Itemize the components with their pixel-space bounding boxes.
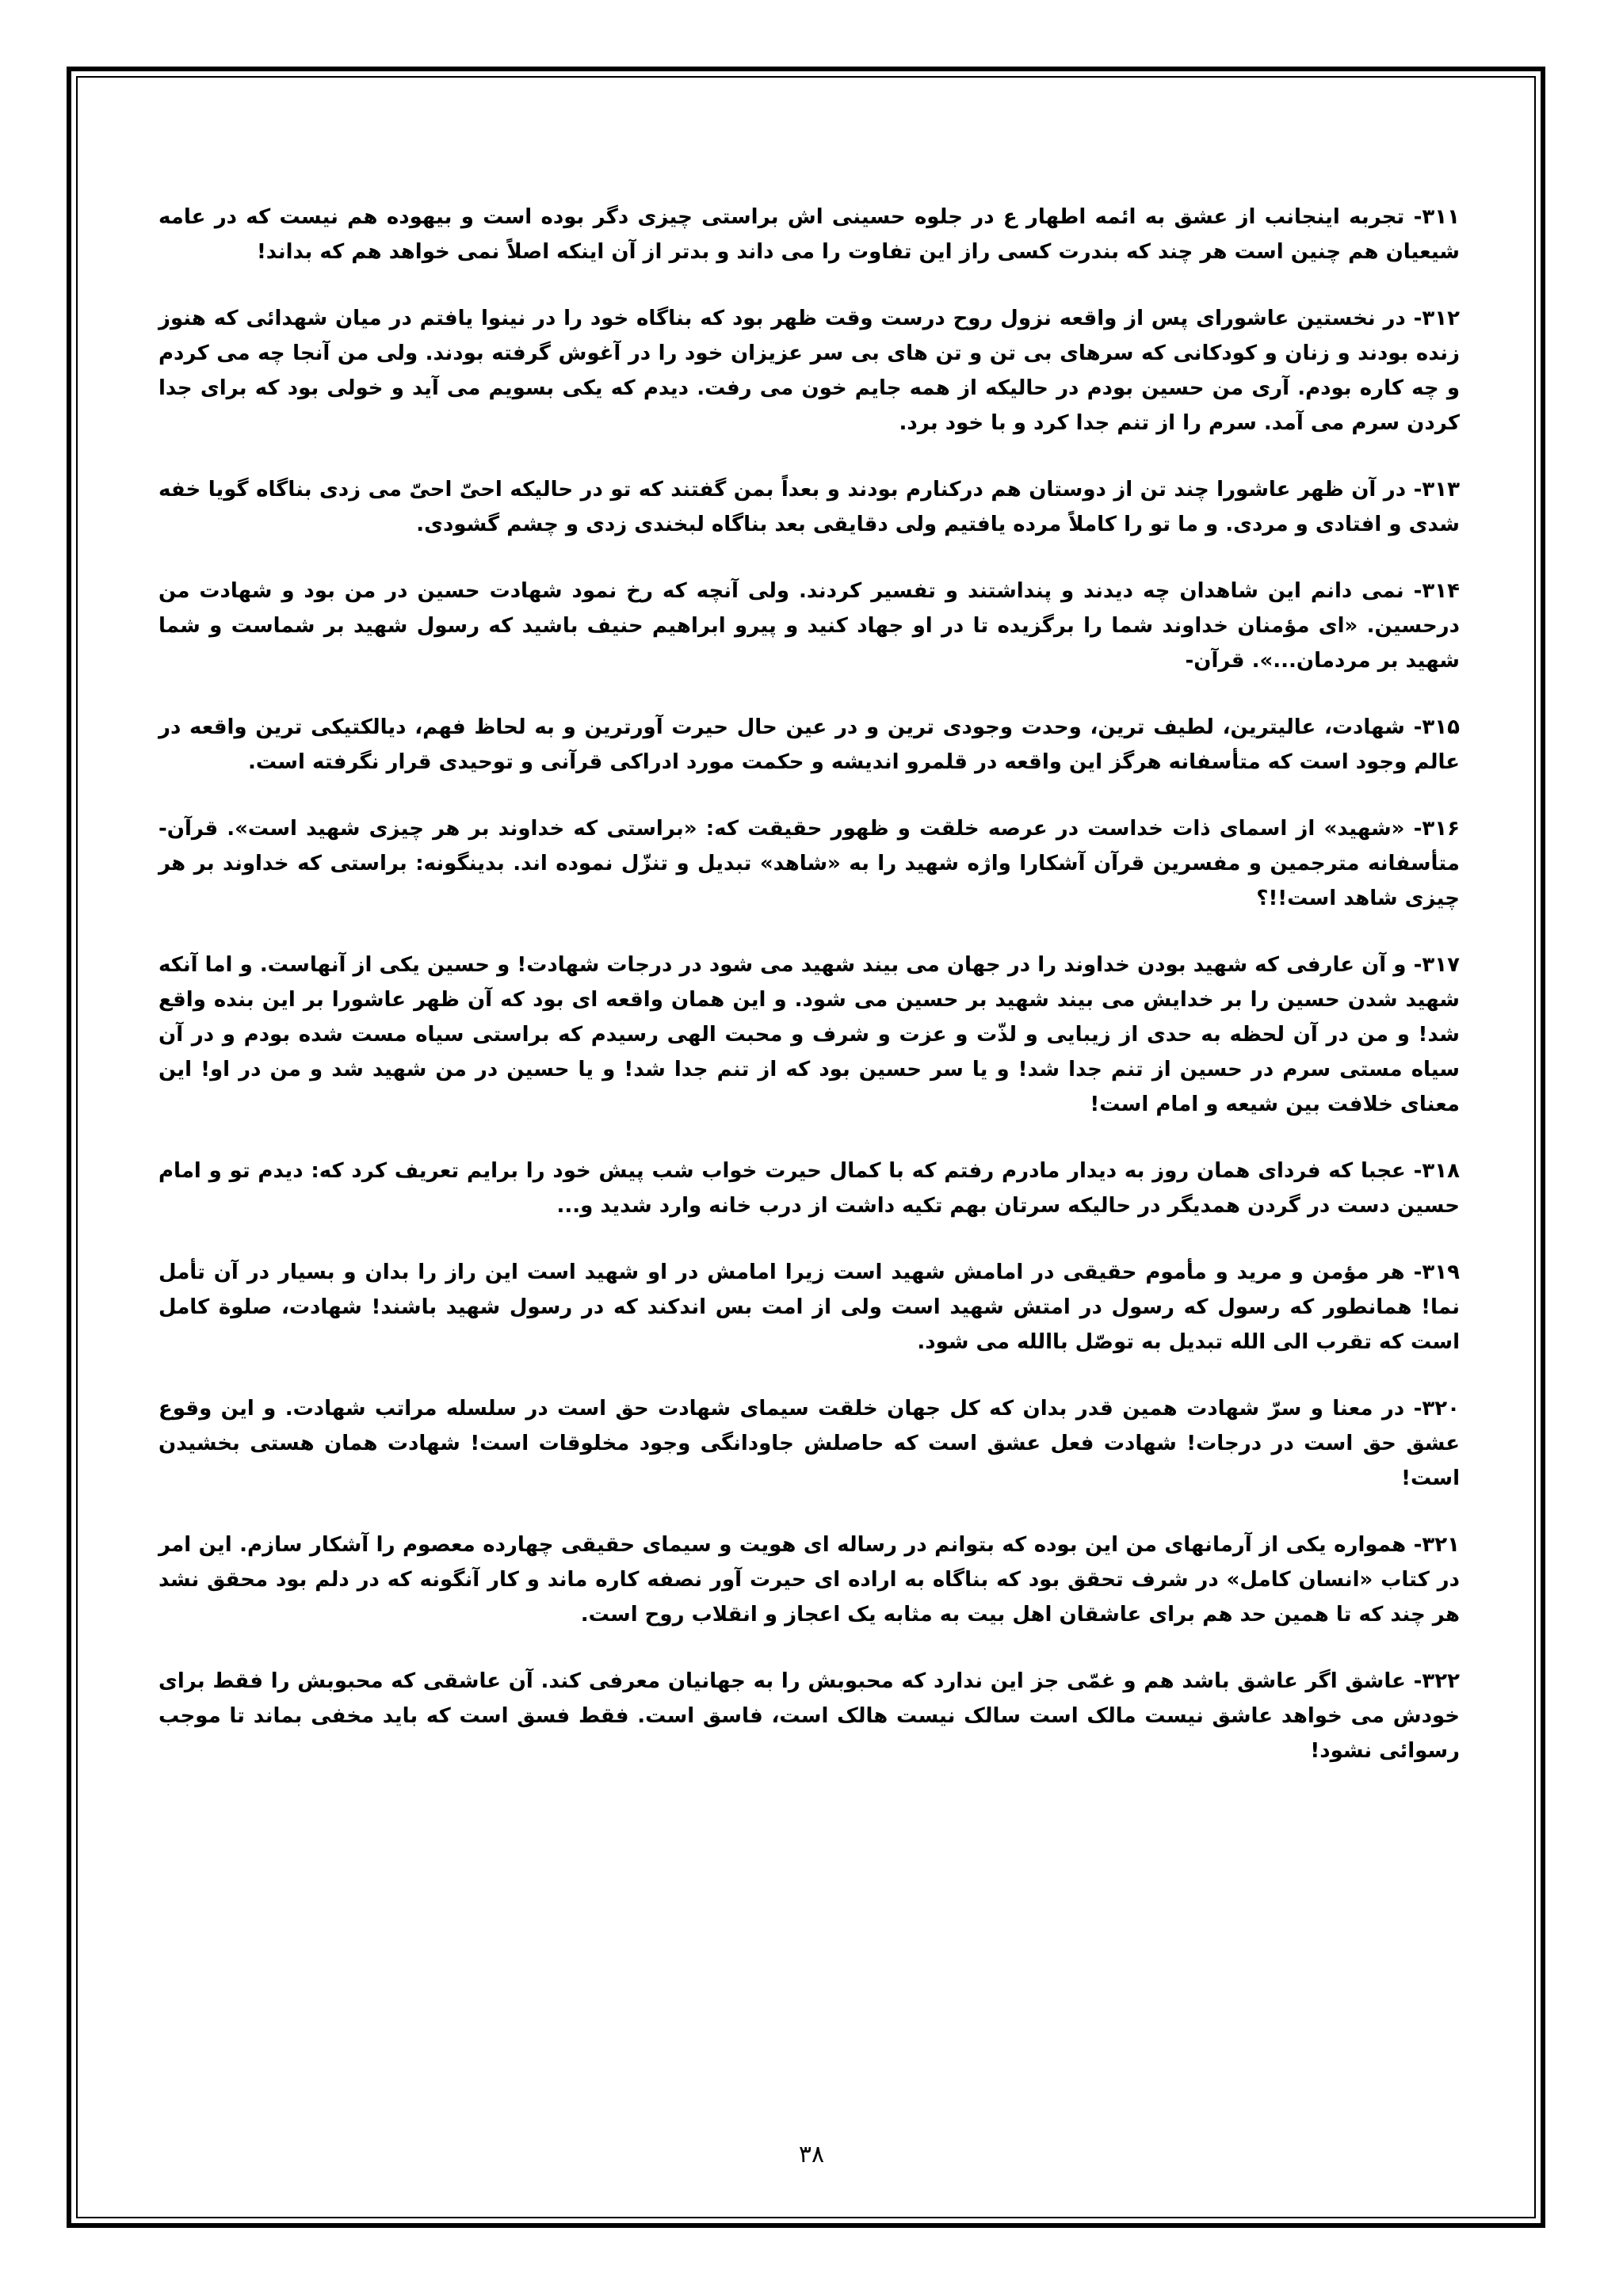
paragraph-318: ۳۱۸- عجبا که فردای همان روز به دیدار مادرم رفتم که با کمال حیرت خواب شب پیش خود را برایم تعریف کرد که: دیدم تو و امام حسین دست در گردن همدیگر در حالیکه سرتان بهم تکیه داشت از درب خانه وارد شدید و... <box>158 1159 1460 1218</box>
document-body <box>158 200 1460 1800</box>
paragraph-322: ۳۲۲- عاشق اگر عاشق باشد هم و غمّی جز این ندارد که محبوبش را به جهانیان معرفی کند. آن عاشقی که محبوبش را فقط برای خودش می خواهد عاشق نیست مالک است سالک نیست هالک است، فاسق است. فقط فسق است که باید مخفی بماند تا موجب رسوائی نشود! <box>158 1669 1460 1763</box>
paragraph-312: ۳۱۲- در نخستین عاشورای پس از واقعه نزول روح درست وقت ظهر بود که بناگاه خود را در نینوا یافتم در میان شهدائی که هنوز زنده بودند و زنان و کودکانی که سرهای بی تن و تن های بی سر عزیزان خود را در آغوش گرفته بودند. ولی من آنجا چه می کردم و چه کاره بودم. آری من حسین بودم در حالیکه از همه جایم خون می رفت. دیدم که یکی بسویم می آید و خولی بود که برای جدا کردن سرم می آمد. سرم را از تنم جدا کرد و با خود برد. <box>158 307 1460 435</box>
paragraph-313: ۳۱۳- در آن ظهر عاشورا چند تن از دوستان هم درکنارم بودند و بعداً بمن گفتند که تو در حالیکه احیّ احیّ می زدی بناگاه گویا خفه شدی و افتادی و مردی. و ما تو را کاملاً مرده یافتیم ولی دقایقی بعد بناگاه لبخندی زدی و چشم گشودی. <box>158 478 1460 536</box>
paragraph-319: ۳۱۹- هر مؤمن و مرید و مأموم حقیقی در امامش شهید است زیرا امامش در او شهید است این راز را بدان و بسیار در آن تأمل نما! همانطور که رسول که رسول در امتش شهید است ولی از امت بس اندکند که در رسول شهید باشند! شهادت، صلوة کامل است که تقرب الی الله تبدیل به توصّل باالله می شود. <box>158 1261 1460 1354</box>
paragraph-316: ۳۱۶- «شهید» از اسمای ذات خداست در عرصه خلقت و ظهور حقیقت که: «براستی که خداوند بر هر چیزی شهید است». قرآن- متأسفانه مترجمین و مفسرین قرآن آشکارا واژه شهید را به «شاهد» تبدیل و تنزّل نموده اند. بدینگونه: براستی که خداوند بر هر چیزی شاهد است!!؟ <box>158 817 1460 910</box>
paragraph-320: ۳۲۰- در معنا و سرّ شهادت همین قدر بدان که کل جهان خلقت سیمای شهادت حق است در سلسله مراتب شهادت. و این وقوع عشق حق است در درجات! شهادت فعل عشق است که حاصلش جاودانگی وجود مخلوقات است! شهادت همان هستی بخشیدن است! <box>158 1397 1460 1490</box>
paragraph-311: ۳۱۱- تجربه اینجانب از عشق به ائمه اطهار ع در جلوه حسینی اش براستی چیزی دگر بوده است و بیهوده هم نیست که در عامه شیعیان هم چنین است هر چند که بندرت کسی راز این تفاوت را می داند و بدتر از آن اینکه اصلاً نمی خواهد هم که بداند! <box>158 205 1460 264</box>
paragraph-317: ۳۱۷- و آن عارفی که شهید بودن خداوند را در جهان می بیند شهید می شود در درجات شهادت! و حسین یکی از آنهاست. و اما آنکه شهید شدن حسین را بر خدایش می بیند شهید بر حسین می شود. و این همان واقعه ای بود که آن ظهر عاشورا بر این بنده واقع شد! و من در آن لحظه به حدی از زیبایی و لذّت و عزت و شرف و محبت الهی رسیدم که براستی سیاه مست شده بودم و در آن سیاه مستی سرم در حسین از تنم جدا شد! و یا سر حسین بود که از تنم جدا شد! و یا حسین در من شهید شد و من در او! این معنای خلافت بین شیعه و امام است! <box>158 953 1460 1116</box>
page-number: ۳۸ <box>798 2141 825 2168</box>
paragraph-321: ۳۲۱- همواره یکی از آرمانهای من این بوده که بتوانم در رساله ای هویت و سیمای حقیقی چهارده معصوم را آشکار سازم. این امر در کتاب «انسان کامل» در شرف تحقق بود که بناگاه به اراده ای حیرت آور نصفه کاره ماند و کار آنگونه که در دلم بود محقق نشد هر چند که تا همین حد هم برای عاشقان اهل بیت به مثابه یک اعجاز و انقلاب روح است. <box>158 1533 1460 1627</box>
paragraph-314: ۳۱۴- نمی دانم این شاهدان چه دیدند و پنداشتند و تفسیر کردند. ولی آنچه که رخ نمود شهادت حسین در من بود و شهادت من درحسین. «ای مؤمنان خداوند شما را برگزیده تا در او جهاد کنید و پیرو ابراهیم حنیف باشید که رسول شهید بر شماست و شما شهید بر مردمان...». قرآن- <box>158 579 1460 673</box>
paragraph-315: ۳۱۵- شهادت، عالیترین، لطیف ترین، وحدت وجودی ترین و در عین حال حیرت آورترین و به لحاظ فهم، دیالکتیکی ترین واقعه در عالم وجود است که متأسفانه هرگز این واقعه در قلمرو اندیشه و حکمت مورد ادراکی قرآنی و توحیدی قرار نگرفته است. <box>158 715 1460 774</box>
